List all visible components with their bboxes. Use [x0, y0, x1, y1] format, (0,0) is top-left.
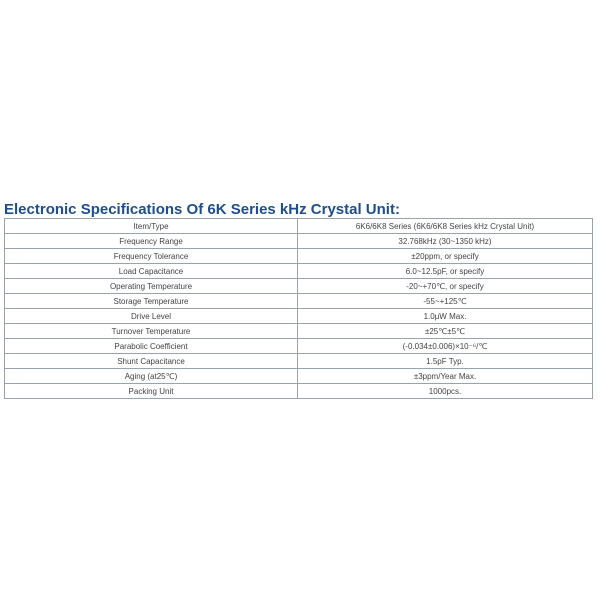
spec-name-cell: Shunt Capacitance — [5, 354, 298, 369]
spec-name-cell: Drive Level — [5, 309, 298, 324]
spec-value-cell: 1000pcs. — [298, 384, 593, 399]
table-header-row — [5, 219, 593, 234]
spec-name-cell: Aging (at25℃) — [5, 369, 298, 384]
spec-value-cell: -55~+125℃ — [298, 294, 593, 309]
table-row — [5, 384, 593, 399]
spec-name-cell: Storage Temperature — [5, 294, 298, 309]
spec-name-cell: Turnover Temperature — [5, 324, 298, 339]
spec-table — [4, 218, 593, 399]
table-row — [5, 279, 593, 294]
spec-name-cell: Operating Temperature — [5, 279, 298, 294]
spec-value-cell: ±3ppm/Year Max. — [298, 369, 593, 384]
spec-value-cell: ±20ppm, or specify — [298, 249, 593, 264]
spec-value-cell: -20~+70℃, or specify — [298, 279, 593, 294]
spec-name-cell: Frequency Tolerance — [5, 249, 298, 264]
spec-name-cell: Frequency Range — [5, 234, 298, 249]
table-row — [5, 249, 593, 264]
spec-value-cell: 1.5pF Typ. — [298, 354, 593, 369]
header-item-cell: Item/Type — [5, 219, 298, 234]
spec-name-cell: Load Capacitance — [5, 264, 298, 279]
table-row — [5, 264, 593, 279]
table-row — [5, 354, 593, 369]
page-title: Electronic Specifications Of 6K Series kHz Crystal Unit: — [4, 201, 400, 218]
table-row — [5, 324, 593, 339]
table-row — [5, 339, 593, 354]
spec-value-cell: 6.0~12.5pF, or specify — [298, 264, 593, 279]
spec-name-cell: Parabolic Coefficient — [5, 339, 298, 354]
table-row — [5, 309, 593, 324]
table-row — [5, 369, 593, 384]
table-row — [5, 234, 593, 249]
spec-name-cell: Packing Unit — [5, 384, 298, 399]
spec-value-cell: 1.0μW Max. — [298, 309, 593, 324]
spec-value-cell: ±25℃±5℃ — [298, 324, 593, 339]
header-value-cell: 6K6/6K8 Series (6K6/6K8 Series kHz Crystal Unit) — [298, 219, 593, 234]
spec-value-cell: 32.768kHz (30~1350 kHz) — [298, 234, 593, 249]
table-row — [5, 294, 593, 309]
spec-value-cell: (-0.034±0.006)×10⁻⁶/℃ — [298, 339, 593, 354]
